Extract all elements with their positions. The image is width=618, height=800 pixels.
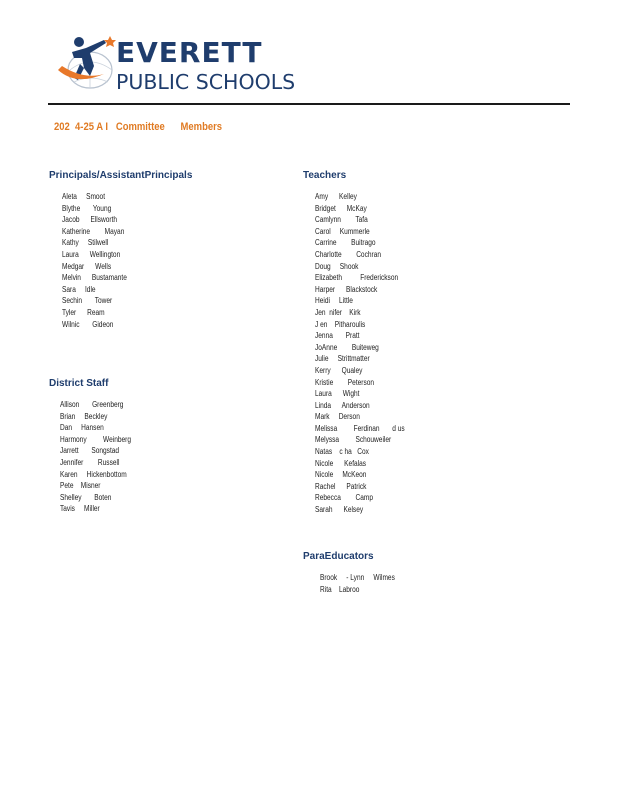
list-item: Wilnic Gideon	[62, 319, 114, 329]
logo-text-everett: EVERETT	[116, 36, 263, 69]
list-item: Jenna Pratt	[315, 331, 360, 341]
list-item: Kathy Stilwell	[62, 238, 109, 248]
list-item: Tavis Miller	[60, 504, 100, 514]
logo-figure-icon	[56, 34, 118, 98]
list-item: Melvin Bustamante	[62, 273, 127, 283]
list-item: Melyssa Schouweiler	[315, 435, 392, 445]
list-item: Carol Kummerle	[315, 226, 370, 236]
list-item: Mark Derson	[315, 412, 360, 422]
name-list-paraeducators	[320, 572, 411, 595]
header-divider	[48, 103, 570, 105]
section-heading-paraeducators: ParaEducators	[303, 551, 374, 562]
name-list-district-staff	[60, 399, 147, 515]
section-heading-teachers: Teachers	[303, 170, 347, 181]
list-item: Sara Idle	[62, 284, 96, 294]
document-title: 202 4-25 A I Committee Members	[54, 121, 223, 133]
list-item: Laura Wellington	[62, 249, 121, 259]
list-item: Allison Greenberg	[60, 400, 124, 409]
section-district-staff	[49, 378, 147, 515]
section-heading-principals: Principals/AssistantPrincipals	[49, 170, 193, 181]
list-item: Jennifer Russell	[60, 457, 120, 467]
list-item: Pete Misner	[60, 481, 101, 491]
list-item: Blythe Young	[62, 203, 112, 213]
list-item: Linda Anderson	[315, 400, 370, 410]
list-item: Amy Kelley	[315, 192, 357, 201]
list-item: Julie Strittmatter	[315, 354, 370, 364]
list-item: Heidi Little	[315, 296, 353, 306]
list-item: Harmony Weinberg	[60, 434, 131, 444]
list-item: Nicole McKeon	[315, 470, 367, 480]
list-item: Doug Shook	[315, 261, 359, 271]
list-item: Shelley Boten	[60, 492, 112, 502]
list-item: Kerry Qualey	[315, 365, 363, 375]
name-list-teachers	[315, 191, 424, 516]
list-item: Elizabeth Frederickson	[315, 273, 399, 283]
list-item: Rachel Patrick	[315, 481, 367, 491]
list-item: Natas c ha Cox	[315, 447, 369, 457]
list-item: Nicole Kefalas	[315, 458, 367, 468]
list-item: Carrine Buitrago	[315, 238, 376, 248]
list-item: Tyler Ream	[62, 307, 105, 317]
list-item: Jarrett Songstad	[60, 446, 120, 456]
list-item: Bridget McKay	[315, 203, 367, 213]
list-item: Jacob Ellsworth	[62, 215, 118, 225]
section-heading-district-staff: District Staff	[49, 378, 109, 389]
name-list-principals	[62, 191, 192, 330]
list-item: Melissa Ferdinan d us	[315, 423, 405, 433]
district-logo	[56, 34, 326, 98]
list-item: Sechin Tower	[62, 296, 113, 306]
list-item: Karen Hickenbottom	[60, 469, 127, 479]
list-item: Rita Labroo	[320, 584, 360, 594]
section-principals	[49, 170, 192, 330]
list-item: Jen nifer Kirk	[315, 307, 361, 317]
list-item: Laura Wight	[315, 389, 360, 399]
list-item: Harper Blackstock	[315, 284, 378, 294]
list-item: Rebecca Camp	[315, 493, 373, 503]
list-item: Brook - Lynn Wilmes	[320, 573, 395, 582]
logo-text-public-schools: PUBLIC SCHOOLS	[116, 70, 296, 94]
section-teachers	[303, 170, 424, 516]
list-item: Sarah Kelsey	[315, 505, 364, 515]
list-item: Medgar Wells	[62, 261, 112, 271]
list-item: Katherine Mayan	[62, 226, 125, 236]
list-item: Dan Hansen	[60, 423, 104, 433]
list-item: Charlotte Cochran	[315, 249, 381, 259]
list-item: J en Pitharoulis	[315, 319, 366, 329]
list-item: Brian Beckley	[60, 411, 108, 421]
list-item: Kristie Peterson	[315, 377, 375, 387]
section-paraeducators	[303, 551, 411, 595]
list-item: JoAnne Buiteweg	[315, 342, 379, 352]
list-item: Aleta Smoot	[62, 192, 106, 201]
list-item: Camlynn Tafa	[315, 215, 368, 225]
